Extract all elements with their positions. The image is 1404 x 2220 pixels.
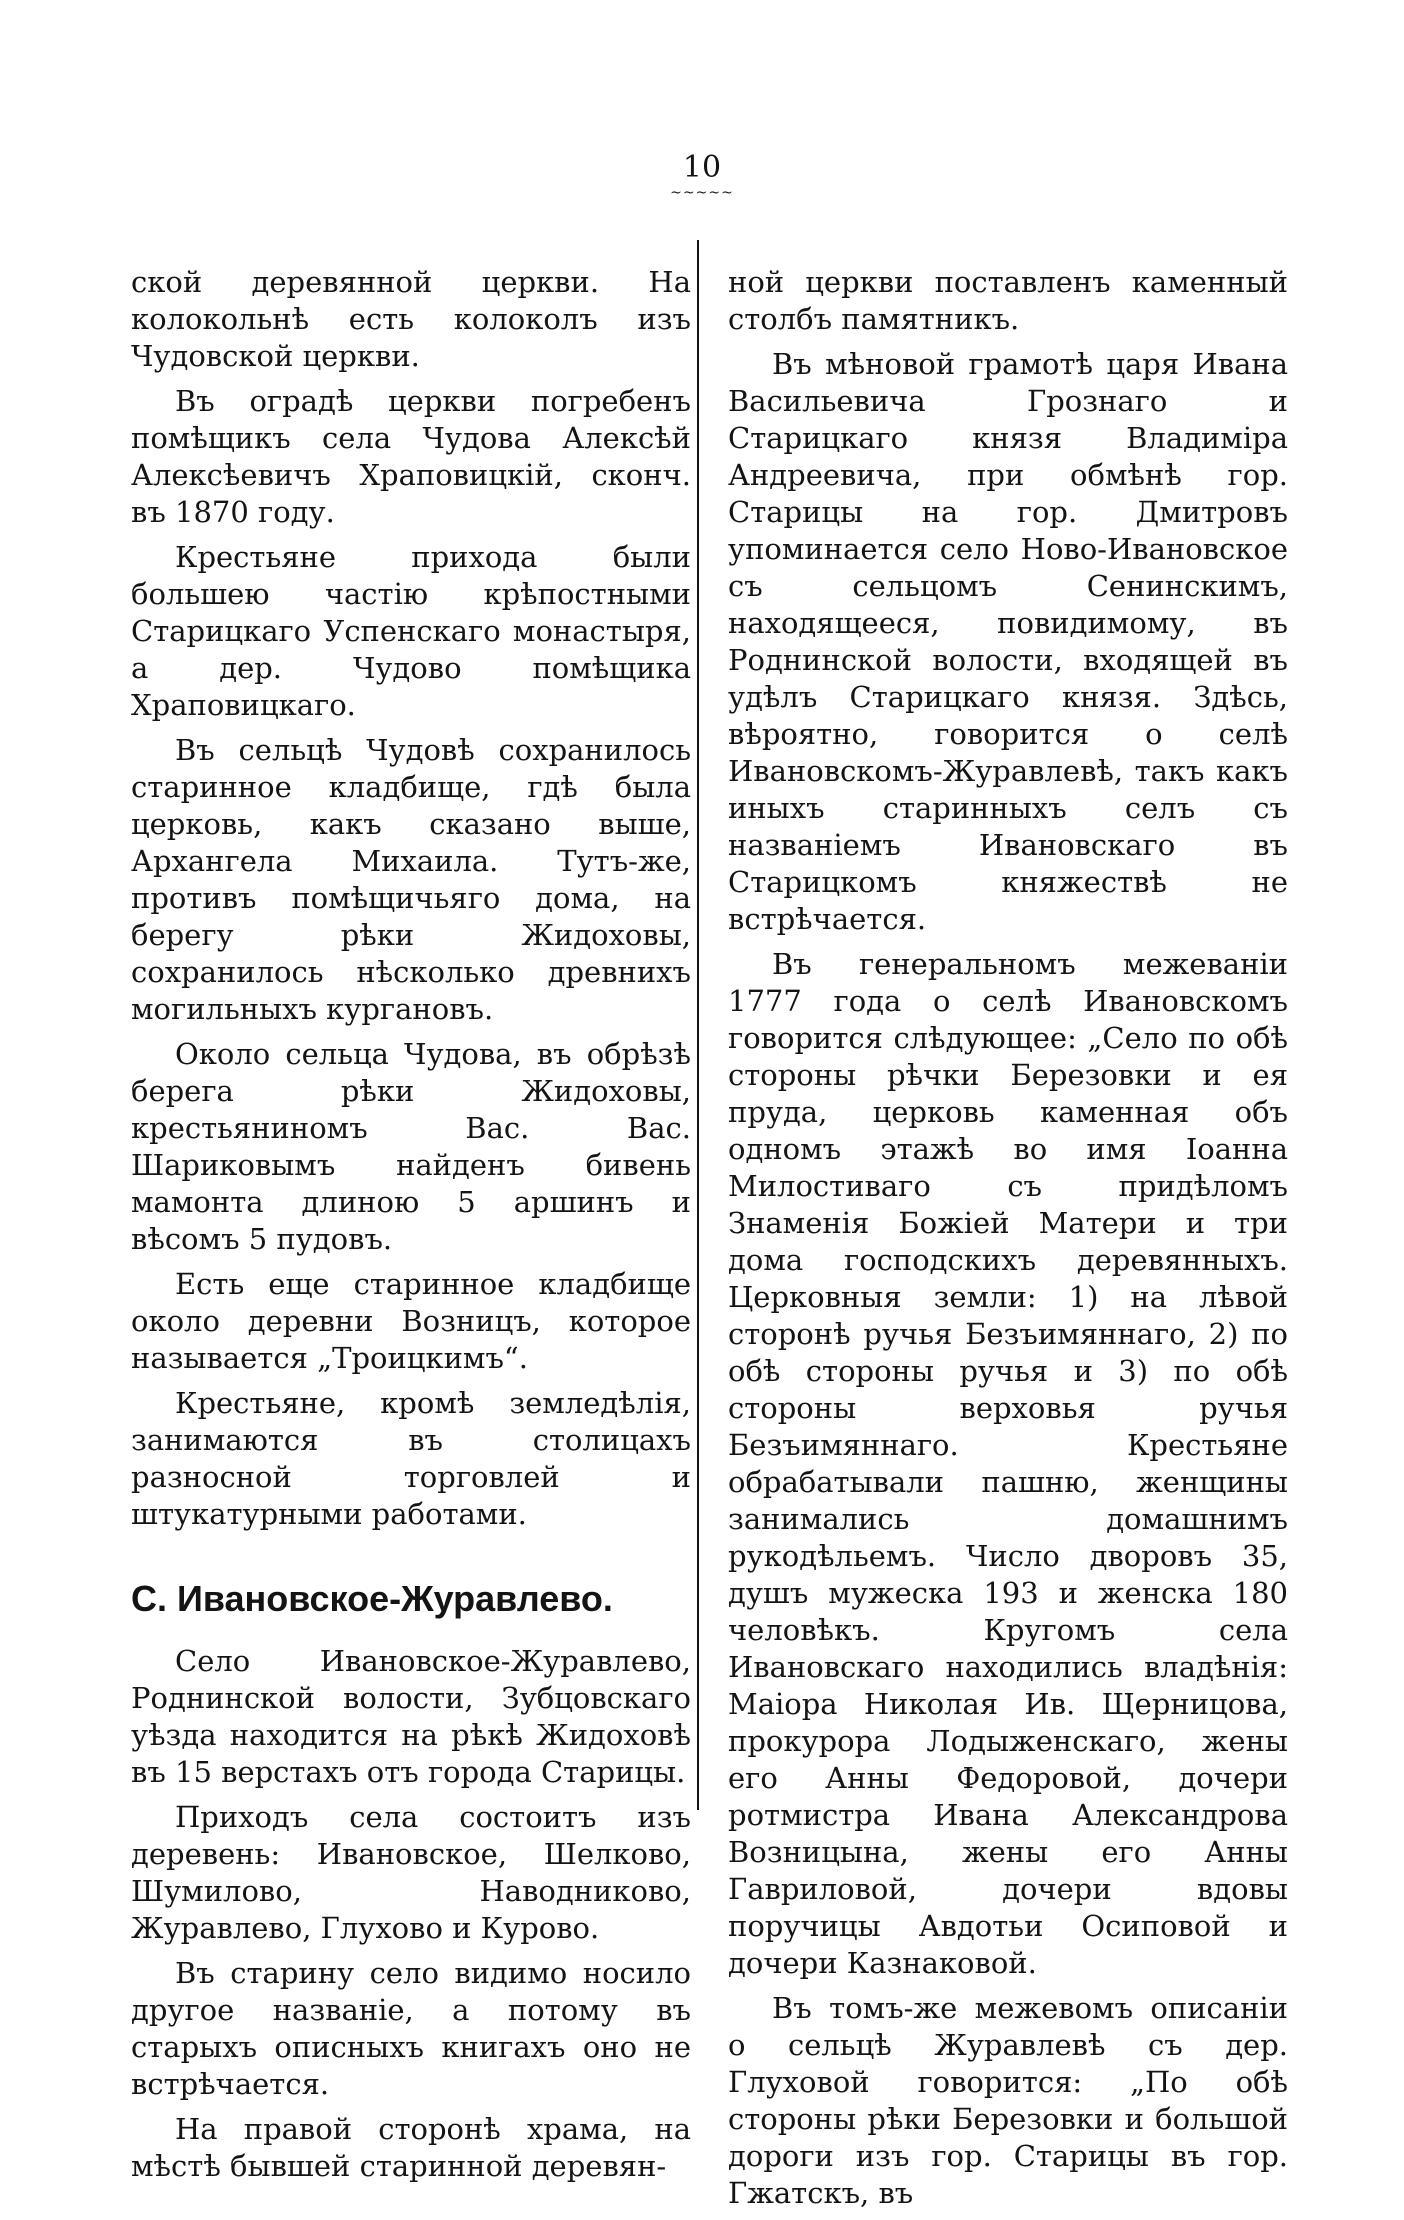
paragraph: Въ томъ-же межевомъ описаніи о сельцѣ Журавлевѣ съ дер. Глуховой говорится: „По обѣ стороны рѣки Березовки и большой дороги изъ гор. Старицы въ гор. Гжатскъ, въ — [728, 1991, 1288, 2210]
paragraph: Въ старину село видимо носило другое названіе, а потому въ старыхъ описныхъ книгахъ оно не встрѣчается. — [131, 1956, 691, 2101]
paragraph: Около сельца Чудова, въ обрѣзѣ берега рѣки Жидоховы, крестьяниномъ Вас. Вас. Шариковымъ найденъ бивень мамонта длиною 5 аршинъ и вѣсомъ 5 пудовъ. — [131, 1037, 691, 1256]
paragraph: Приходъ села состоитъ изъ деревень: Ивановское, Шелково, Шумилово, Наводниково, Журавлево, Глухово и Курово. — [131, 1800, 691, 1945]
left-column — [131, 264, 691, 2193]
paragraph: Крестьяне, кромѣ земледѣлія, занимаются въ столицахъ разносной торговлей и штукатурными работами. — [131, 1386, 691, 1531]
right-column — [728, 264, 1288, 2220]
paragraph: Крестьяне прихода были большею частію крѣпостными Старицкаго Успенскаго монастыря, а дер. Чудово помѣщика Храповицкаго. — [131, 540, 691, 722]
paragraph: ской деревянной церкви. На колокольнѣ есть колоколъ изъ Чудовской церкви. — [131, 265, 691, 373]
section-heading: С. Ивановское-Журавлево. — [131, 1578, 613, 1619]
paragraph: Село Ивановское-Журавлево, Роднинской волости, Зубцовскаго уѣзда находится на рѣкѣ Жидоховѣ въ 15 верстахъ отъ города Старицы. — [131, 1644, 691, 1789]
paragraph: Есть еще старинное кладбище около деревни Возницъ, которое называется „Троицкимъ“. — [131, 1267, 691, 1375]
paragraph: Въ мѣновой грамотѣ царя Ивана Васильевича Грознаго и Старицкаго князя Владиміра Андреевича, при обмѣнѣ гор. Старицы на гор. Дмитровъ упоминается село Ново-Ивановское съ сельцомъ Сенинскимъ, находящееся, повидимому, въ Роднинской волости, входящей въ удѣлъ Старицкаго князя. Здѣсь, вѣроятно, говорится о селѣ Ивановскомъ-Журавлевѣ, такъ какъ иныхъ старинныхъ селъ съ названіемъ Ивановскаго въ Старицкомъ княжествѣ не встрѣчается. — [728, 347, 1288, 936]
page-number-ornament: ~~~~~ — [670, 185, 734, 201]
page-number: 10 — [682, 150, 722, 185]
paragraph: Въ сельцѣ Чудовѣ сохранилось старинное кладбище, гдѣ была церковь, какъ сказано выше, Архангела Михаила. Тутъ-же, противъ помѣщичьяго дома, на берегу рѣки Жидоховы, сохранилось нѣсколько древнихъ могильныхъ кургановъ. — [131, 733, 691, 1026]
column-divider — [697, 240, 699, 1810]
paragraph: На правой сторонѣ храма, на мѣстѣ бывшей старинной деревян- — [131, 2112, 691, 2183]
paragraph: ной церкви поставленъ каменный столбъ памятникъ. — [728, 265, 1288, 336]
paragraph: Въ генеральномъ межеваніи 1777 года о селѣ Ивановскомъ говорится слѣдующее: „Село по обѣ стороны рѣчки Березовки и ея пруда, церковь каменная объ одномъ этажѣ во имя Іоанна Милостиваго съ придѣломъ Знаменія Божіей Матери и три дома господскихъ деревянныхъ. Церковныя земли: 1) на лѣвой сторонѣ ручья Безъимяннаго, 2) по обѣ стороны ручья и 3) по обѣ стороны верховья ручья Безъимяннаго. Крестьяне обрабатывали пашню, женщины занимались домашнимъ рукодѣльемъ. Число дворовъ 35, душъ мужеска 193 и женска 180 человѣкъ. Кругомъ села Ивановскаго находились владѣнія: Маіора Николая Ив. Щерницова, прокурора Лодыженскаго, жены его Анны Федоровой, дочери ротмистра Ивана Александрова Возницына, жены его Анны Гавриловой, дочери вдовы поручицы Авдотьи Осиповой и дочери Казнаковой. — [728, 947, 1288, 1980]
paragraph: Въ оградѣ церкви погребенъ помѣщикъ села Чудова Алексѣй Алексѣевичъ Храповицкій, сконч. въ 1870 году. — [131, 384, 691, 529]
